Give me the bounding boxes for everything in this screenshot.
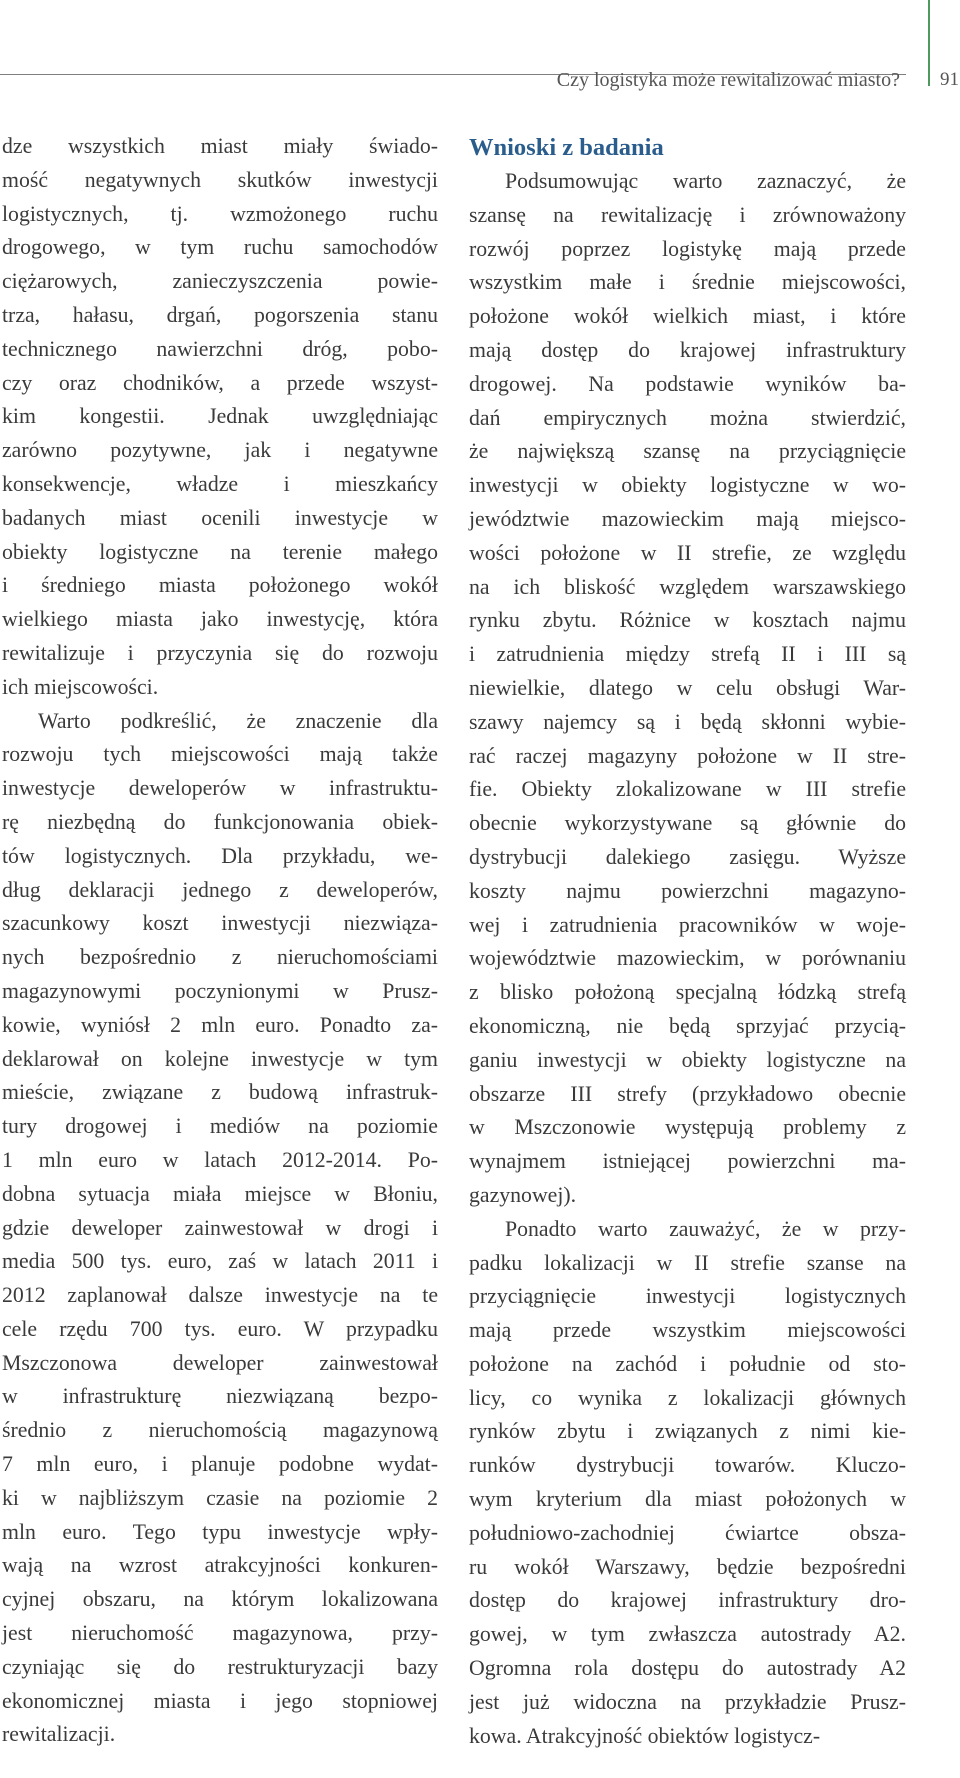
text-line: ekonomicznej miasta i jego stopniowej — [2, 1688, 438, 1713]
text-line: tury drogowej i mediów na poziomie — [2, 1114, 438, 1139]
text-line: mln euro. Tego typu inwestycje wpły- — [2, 1519, 438, 1544]
text-line: z blisko położoną specjalną łódzką strefą — [469, 980, 906, 1005]
text-line: padku lokalizacji w II strefie szanse na — [469, 1250, 906, 1275]
text-line: wej i zatrudnienia pracowników w woje- — [469, 912, 906, 937]
text-line: szawy najemcy są i będą skłonni wybie- — [469, 709, 906, 734]
text-line: gdzie deweloper zainwestował w drogi i — [2, 1215, 438, 1240]
text-line: deklarował on kolejne inwestycje w tym — [2, 1046, 438, 1071]
text-line: czy oraz chodników, a przede wszyst- — [2, 370, 438, 395]
text-line: media 500 tys. euro, zaś w latach 2011 i — [2, 1249, 438, 1274]
text-line: wielkiego miasta jako inwestycję, która — [2, 607, 438, 632]
text-line: 1 mln euro w latach 2012-2014. Po- — [2, 1147, 438, 1172]
text-line: szacunkowy koszt inwestycji niezwiąza- — [2, 911, 438, 936]
text-line: Warto podkreślić, że znaczenie dla — [38, 708, 438, 733]
text-line: dostęp do krajowej infrastruktury dro- — [469, 1588, 906, 1613]
text-line: 2012 zaplanował dalsze inwestycje na te — [2, 1283, 438, 1308]
text-line: niewielkie, dlatego w celu obsługi War- — [469, 675, 906, 700]
text-line: logistycznych, tj. wzmożonego ruchu — [2, 201, 438, 226]
text-line: dze wszystkich miast miały świado- — [2, 134, 438, 158]
text-line: obecnie wykorzystywane są głównie do — [469, 811, 906, 836]
section-heading: Wnioski z badania — [469, 134, 664, 161]
text-line: w infrastrukturę niezwiązaną bezpo- — [2, 1384, 438, 1409]
text-line: województwie mazowieckim, w porównaniu — [469, 946, 906, 971]
text-line: czyniając się do restrukturyzacji bazy — [2, 1654, 438, 1679]
text-line: przyciągnięcie inwestycji logistycznych — [469, 1284, 906, 1309]
text-line: rozwoju tych miejscowości mają także — [2, 742, 438, 767]
text-line: Ponadto warto zauważyć, że w przy- — [505, 1216, 906, 1241]
text-line: ich miejscowości. — [2, 674, 159, 699]
text-line: dań empirycznych można stwierdzić, — [469, 405, 906, 430]
text-line: kim kongestii. Jednak uwzględniając — [2, 404, 438, 429]
text-line: tów logistycznych. Dla przykładu, we- — [2, 843, 438, 868]
text-line: wszystkim małe i średnie miejscowości, — [469, 270, 906, 295]
text-line: runków dystrybucji towarów. Kluczo- — [469, 1453, 906, 1478]
text-line: kowie, wyniósł 2 mln euro. Ponadto za- — [2, 1012, 438, 1037]
text-line: 7 mln euro, i planuje podobne wydat- — [2, 1452, 438, 1477]
text-line: ekonomiczną, nie będą sprzyjać przycią- — [469, 1013, 906, 1038]
text-line: jest już widoczna na przykładzie Prusz- — [469, 1689, 906, 1714]
text-line: rynków zbytu i związanych z nimi kie- — [469, 1419, 906, 1444]
text-line: mość negatywnych skutków inwestycji — [2, 167, 438, 192]
text-line: koszty najmu powierzchni magazyno- — [469, 878, 906, 903]
text-line: inwestycji w obiekty logistyczne w wo- — [469, 473, 906, 498]
text-line: mieście, związane z budową infrastruk- — [2, 1080, 438, 1105]
text-line: średnio z nieruchomością magazynową — [2, 1418, 438, 1443]
text-line: jewództwie mazowieckim mają miejsco- — [469, 506, 906, 531]
text-line: ru wokół Warszawy, będzie bezpośredni — [469, 1554, 906, 1579]
text-line: ki w najbliższym czasie na poziomie 2 — [2, 1485, 438, 1510]
text-line: kowa. Atrakcyjność obiektów logistycz- — [469, 1723, 821, 1748]
text-line: zarówno pozytywne, jak i negatywne — [2, 438, 438, 463]
page-number-rule — [928, 0, 930, 86]
text-line: i zatrudnienia między strefą II i III są — [469, 642, 906, 667]
text-line: licy, co wynika z lokalizacji głównych — [469, 1385, 906, 1410]
text-line: dobna sytuacja miała miejsce w Błoniu, — [2, 1181, 438, 1206]
text-line: szansę na rewitalizację i zrównoważony — [469, 202, 906, 227]
text-line: nych bezpośrednio z nieruchomościami — [2, 945, 438, 970]
text-line: drogowego, w tym ruchu samochodów — [2, 235, 438, 260]
text-line: położone na zachód i południe od sto- — [469, 1351, 906, 1376]
text-line: rać raczej magazyny położone w II stre- — [469, 743, 906, 768]
text-line: położone wokół wielkich miast, i które — [469, 304, 906, 329]
text-line: wynajmem istniejącej powierzchni ma- — [469, 1149, 906, 1174]
text-line: dług deklaracji jednego z deweloperów, — [2, 877, 438, 902]
text-line: konsekwencje, władze i mieszkańcy — [2, 471, 438, 496]
text-line: wają na wzrost atrakcyjności konkuren- — [2, 1553, 438, 1578]
text-line: ganiu inwestycji w obiekty logistyczne na — [469, 1047, 906, 1072]
text-line: rę niezbędną do funkcjonowania obiek- — [2, 809, 438, 834]
text-line: mają dostęp do krajowej infrastruktury — [469, 337, 906, 362]
text-line: rewitalizacji. — [2, 1722, 116, 1747]
right-column — [469, 165, 906, 1753]
text-line: południowo-zachodniej ćwiartce obsza- — [469, 1520, 906, 1545]
text-line: obszarze III strefy (przykładowo obecnie — [469, 1081, 906, 1106]
text-line: Podsumowując warto zaznaczyć, że — [505, 169, 906, 193]
text-line: inwestycje deweloperów w infrastruktu- — [2, 776, 438, 801]
text-line: ciężarowych, zanieczyszczenia powie- — [2, 269, 438, 294]
running-title: Czy logistyka może rewitalizować miasto? — [556, 69, 900, 91]
text-line: mają przede wszystkim miejscowości — [469, 1318, 906, 1343]
text-line: badanych miast ocenili inwestycje w — [2, 505, 438, 530]
page-number: 91 — [940, 69, 959, 90]
text-line: technicznego nawierzchni dróg, pobo- — [2, 336, 438, 361]
text-line: i średniego miasta położonego wokół — [2, 573, 438, 598]
text-line: że największą szansę na przyciągnięcie — [469, 439, 906, 464]
text-line: fie. Obiekty zlokalizowane w III strefie — [469, 777, 906, 802]
text-line: jest nieruchomość magazynowa, przy- — [2, 1621, 438, 1646]
text-line: wości położone w II strefie, ze względu — [469, 540, 906, 565]
text-line: wym kryterium dla miast położonych w — [469, 1487, 906, 1512]
text-line: rynku zbytu. Różnice w kosztach najmu — [469, 608, 906, 633]
text-line: gazynowej). — [469, 1182, 577, 1207]
text-line: na ich bliskość względem warszawskiego — [469, 574, 906, 599]
text-line: rozwój poprzez logistykę mają przede — [469, 236, 906, 261]
text-line: cyjnej obszaru, na którym lokalizowana — [2, 1587, 438, 1612]
text-line: Mszczonowa deweloper zainwestował — [2, 1350, 438, 1375]
text-line: obiekty logistyczne na terenie małego — [2, 539, 438, 564]
text-line: dystrybucji dalekiego zasięgu. Wyższe — [469, 844, 906, 869]
text-line: gowej, w tym zwłaszcza autostrady A2. — [469, 1622, 906, 1647]
text-line: rewitalizuje i przyczynia się do rozwoju — [2, 640, 438, 665]
left-column — [2, 130, 438, 1752]
text-line: magazynowymi poczynionymi w Prusz- — [2, 978, 438, 1003]
text-line: Ogromna rola dostępu do autostrady A2 — [469, 1656, 906, 1681]
text-line: trza, hałasu, drgań, pogorszenia stanu — [2, 302, 438, 327]
text-line: drogowej. Na podstawie wyników ba- — [469, 371, 906, 396]
text-line: cele rzędu 700 tys. euro. W przypadku — [2, 1316, 438, 1341]
text-line: w Mszczonowie występują problemy z — [469, 1115, 906, 1140]
